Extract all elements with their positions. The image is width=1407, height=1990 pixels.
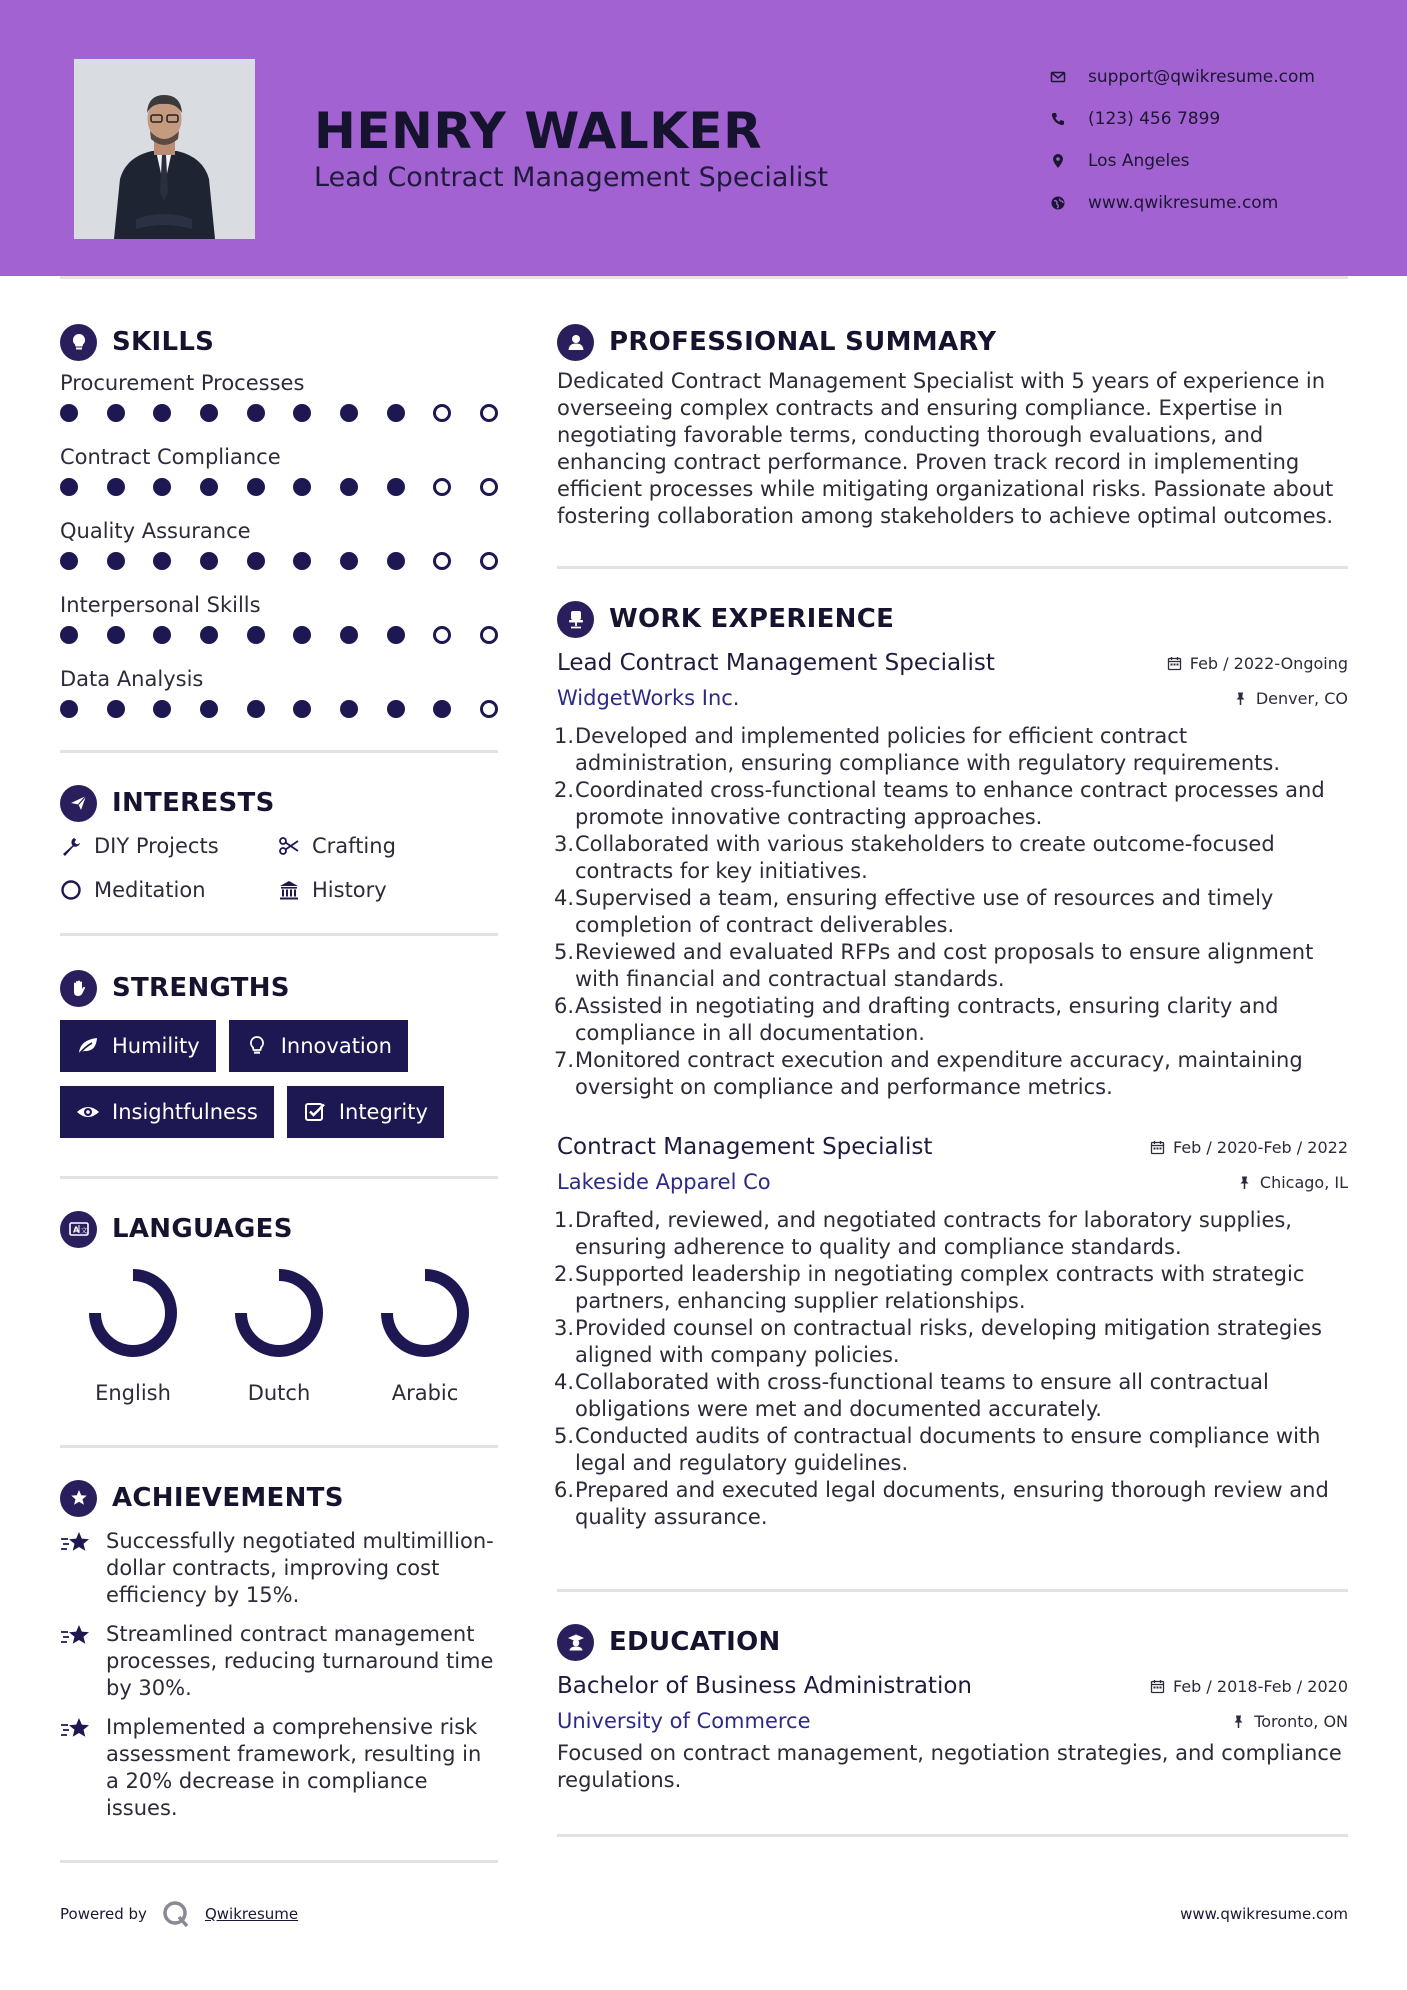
job-title: Lead Contract Management Specialist bbox=[557, 650, 995, 676]
resume-header bbox=[0, 0, 1407, 276]
skill-dot-filled bbox=[153, 478, 171, 496]
job-location bbox=[1233, 689, 1348, 708]
language-item bbox=[206, 1263, 352, 1405]
pushpin-icon bbox=[1237, 1175, 1252, 1190]
duty-item: 5. Reviewed and evaluated RFPs and cost proposals to ensure alignment with financial and contractual standards. bbox=[554, 940, 1314, 991]
user-icon bbox=[557, 324, 594, 361]
skill-rating bbox=[60, 472, 498, 516]
footer-powered-by bbox=[60, 1899, 298, 1929]
skill-dot-empty bbox=[480, 552, 498, 570]
phone-icon bbox=[1050, 111, 1066, 127]
skill-dot-filled bbox=[293, 626, 311, 644]
check-square-icon bbox=[303, 1101, 327, 1123]
strength-label: Insightfulness bbox=[112, 1100, 258, 1124]
job-entry bbox=[554, 1129, 1348, 1531]
education-entry bbox=[557, 1668, 1348, 1794]
museum-icon bbox=[278, 879, 300, 901]
strength-label: Integrity bbox=[338, 1100, 428, 1124]
envelope-icon bbox=[1050, 69, 1066, 85]
duty-item: 6. Assisted in negotiating and drafting contracts, ensuring clarity and compliance in all documentation. bbox=[554, 994, 1279, 1045]
achievement-item bbox=[60, 1528, 498, 1609]
education-dates-text: Feb / 2018-Feb / 2020 bbox=[1173, 1676, 1348, 1696]
job-location-text: Denver, CO bbox=[1255, 688, 1348, 708]
languages-title: LANGUAGES bbox=[112, 1214, 293, 1244]
interests-list bbox=[60, 831, 498, 905]
calendar-icon bbox=[1167, 656, 1182, 671]
job-entry bbox=[554, 645, 1348, 1101]
duty-item: 3. Collaborated with various stakeholders to create outcome-focused contracts for key initiatives. bbox=[554, 832, 1275, 883]
leaf-icon bbox=[76, 1035, 100, 1057]
interests-heading bbox=[60, 781, 498, 825]
skill-rating bbox=[60, 398, 498, 442]
skill-dot-filled bbox=[200, 404, 218, 422]
contact-phone[interactable] bbox=[1050, 98, 1315, 140]
strength-badge bbox=[60, 1086, 274, 1138]
interest-item bbox=[278, 831, 498, 861]
duty-text: Drafted, reviewed, and negotiated contracts for laboratory supplies, ensuring adherence to quality and compliance standards. bbox=[575, 1208, 1292, 1259]
skill-dot-filled bbox=[387, 478, 405, 496]
education-heading bbox=[557, 1620, 1348, 1664]
skill-dot-filled bbox=[60, 626, 78, 644]
footer-url[interactable]: www.qwikresume.com bbox=[1180, 1905, 1348, 1923]
job-dates-text: Feb / 2020-Feb / 2022 bbox=[1173, 1137, 1348, 1157]
skill-dot-filled bbox=[107, 626, 125, 644]
section-divider bbox=[557, 1834, 1348, 1837]
skill-dot-filled bbox=[247, 404, 265, 422]
job-dates bbox=[1167, 654, 1348, 673]
language-level-arc bbox=[95, 1275, 171, 1351]
skill-rating bbox=[60, 546, 498, 590]
powered-by-label: Powered by bbox=[60, 1905, 147, 1923]
candidate-name: HENRY WALKER bbox=[314, 102, 763, 160]
duty-text: Conducted audits of contractual documents to ensure compliance with legal and regulatory guidelines. bbox=[575, 1424, 1321, 1475]
duty-text: Collaborated with cross-functional teams to ensure all contractual obligations were met and documented accurately. bbox=[575, 1370, 1269, 1421]
job-duties bbox=[554, 723, 1348, 1101]
language-level-arc bbox=[241, 1275, 317, 1351]
skill-dot-filled bbox=[247, 700, 265, 718]
education-title: EDUCATION bbox=[609, 1627, 781, 1657]
lightbulb-icon bbox=[245, 1035, 269, 1057]
skill-dot-filled bbox=[293, 404, 311, 422]
section-divider bbox=[60, 1176, 498, 1179]
skill-dot-filled bbox=[60, 700, 78, 718]
contact-email[interactable] bbox=[1050, 56, 1315, 98]
contact-email-text: support@qwikresume.com bbox=[1088, 67, 1315, 87]
achievement-text: Successfully negotiated multimillion-dollar contracts, improving cost efficiency by 15%. bbox=[106, 1529, 494, 1607]
language-name: Dutch bbox=[247, 1381, 311, 1405]
contact-list bbox=[1050, 56, 1315, 224]
language-name: Arabic bbox=[391, 1381, 459, 1405]
strength-badge bbox=[287, 1086, 444, 1138]
skill-dot-empty bbox=[433, 478, 451, 496]
duty-item: 5. Conducted audits of contractual documents to ensure compliance with legal and regulatory guidelines. bbox=[554, 1424, 1321, 1475]
degree-title: Bachelor of Business Administration bbox=[557, 1673, 972, 1699]
skill-dot-empty bbox=[480, 626, 498, 644]
skill-dot-filled bbox=[200, 700, 218, 718]
left-column bbox=[60, 320, 498, 1863]
skill-dot-filled bbox=[153, 404, 171, 422]
skill-dot-filled bbox=[387, 700, 405, 718]
skill-dot-filled bbox=[293, 552, 311, 570]
section-divider bbox=[60, 1860, 498, 1863]
summary-text: Dedicated Contract Management Specialist with 5 years of experience in overseeing complex contracts and ensuring compliance. Expertise in negotiating favorable terms, conducting thorough evaluations, and enhancing contract performance. Proven track record in implementing efficient processes while mitigating organizational risks. Passionate about fostering collaboration among stakeholders to achieve optimal outcomes. bbox=[557, 369, 1334, 528]
pushpin-icon bbox=[1231, 1714, 1246, 1729]
skills-list bbox=[60, 368, 498, 738]
language-item bbox=[60, 1263, 206, 1405]
skill-name: Procurement Processes bbox=[60, 371, 305, 395]
achievements-list bbox=[60, 1528, 498, 1822]
achievement-item bbox=[60, 1714, 498, 1822]
skill-rating bbox=[60, 620, 498, 664]
language-level-arc bbox=[387, 1275, 463, 1351]
svg-text:文: 文 bbox=[80, 1226, 87, 1235]
job-duties bbox=[554, 1207, 1348, 1531]
skill-dot-filled bbox=[107, 478, 125, 496]
skill-dot-filled bbox=[340, 404, 358, 422]
map-pin-icon bbox=[1050, 153, 1066, 169]
svg-text:A: A bbox=[72, 1225, 79, 1235]
calendar-icon bbox=[1150, 1140, 1165, 1155]
skill-name: Contract Compliance bbox=[60, 445, 281, 469]
skill-rating bbox=[60, 694, 498, 738]
skill-dot-filled bbox=[107, 552, 125, 570]
language-item bbox=[352, 1263, 498, 1405]
skill-dot-empty bbox=[480, 700, 498, 718]
paper-plane-icon bbox=[60, 785, 97, 822]
contact-location bbox=[1050, 140, 1315, 182]
experience-title: WORK EXPERIENCE bbox=[609, 604, 895, 634]
qwikresume-logo bbox=[161, 1899, 191, 1929]
skill-name: Data Analysis bbox=[60, 667, 204, 691]
candidate-title: Lead Contract Management Specialist bbox=[314, 162, 829, 193]
circle-icon bbox=[60, 879, 82, 901]
achievements-title: ACHIEVEMENTS bbox=[112, 1483, 344, 1513]
right-column bbox=[554, 320, 1348, 1837]
interest-item bbox=[60, 875, 278, 905]
skill-dot-filled bbox=[387, 404, 405, 422]
language-icon bbox=[60, 1211, 97, 1248]
education-dates bbox=[1150, 1677, 1348, 1696]
contact-location-text: Los Angeles bbox=[1088, 151, 1190, 171]
skill-dot-filled bbox=[107, 404, 125, 422]
duty-text: Coordinated cross-functional teams to enhance contract processes and promote innovative contracting approaches. bbox=[575, 778, 1325, 829]
skill-dot-filled bbox=[153, 552, 171, 570]
duty-item: 2. Coordinated cross-functional teams to enhance contract processes and promote innovative contracting approaches. bbox=[554, 778, 1325, 829]
skill-dot-filled bbox=[107, 700, 125, 718]
job-location-text: Chicago, IL bbox=[1259, 1172, 1348, 1192]
achievement-item bbox=[60, 1621, 498, 1702]
wrench-icon bbox=[60, 835, 82, 857]
contact-phone-text: (123) 456 7899 bbox=[1088, 109, 1221, 129]
language-name: English bbox=[95, 1381, 171, 1405]
calendar-icon bbox=[1150, 1679, 1165, 1694]
skill-dot-empty bbox=[433, 626, 451, 644]
duty-text: Developed and implemented policies for efficient contract administration, ensuring compliance with regulatory requirements. bbox=[575, 724, 1280, 775]
job-dates-text: Feb / 2022-Ongoing bbox=[1189, 653, 1348, 673]
language-gauge bbox=[229, 1263, 329, 1363]
strength-label: Innovation bbox=[280, 1034, 392, 1058]
skill-dot-filled bbox=[293, 700, 311, 718]
skill-dot-filled bbox=[387, 626, 405, 644]
star-icon bbox=[60, 1716, 92, 1742]
contact-website[interactable] bbox=[1050, 182, 1315, 224]
duty-item: 4. Collaborated with cross-functional teams to ensure all contractual obligations were met and documented accurately. bbox=[554, 1370, 1269, 1421]
achievement-text: Implemented a comprehensive risk assessment framework, resulting in a 20% decrease in compliance issues. bbox=[106, 1715, 482, 1820]
skill-dot-empty bbox=[480, 404, 498, 422]
interests-title: INTERESTS bbox=[112, 788, 275, 818]
experience-heading bbox=[557, 597, 1348, 641]
skill-dot-filled bbox=[200, 626, 218, 644]
language-gauge bbox=[83, 1263, 183, 1363]
skill-dot-empty bbox=[433, 404, 451, 422]
job-title: Contract Management Specialist bbox=[557, 1134, 933, 1160]
strength-label: Humility bbox=[112, 1034, 200, 1058]
job-location bbox=[1237, 1173, 1348, 1192]
skill-dot-filled bbox=[340, 626, 358, 644]
skill-dot-filled bbox=[60, 478, 78, 496]
star-badge-icon bbox=[60, 1480, 97, 1517]
skill-dot-filled bbox=[247, 626, 265, 644]
header-divider bbox=[60, 276, 1348, 279]
skill-dot-filled bbox=[153, 700, 171, 718]
interest-item bbox=[278, 875, 498, 905]
duty-text: Collaborated with various stakeholders to create outcome-focused contracts for key initiatives. bbox=[575, 832, 1275, 883]
achievements-heading bbox=[60, 1476, 498, 1520]
interest-item bbox=[60, 831, 278, 861]
duty-text: Provided counsel on contractual risks, developing mitigation strategies aligned with company policies. bbox=[575, 1316, 1322, 1367]
star-icon bbox=[60, 1623, 92, 1649]
duty-item: 6. Prepared and executed legal documents, ensuring thorough review and quality assurance. bbox=[554, 1478, 1329, 1529]
duty-item: 2. Supported leadership in negotiating complex contracts with strategic partners, enhancing supplier relationships. bbox=[554, 1262, 1305, 1313]
language-gauge bbox=[375, 1263, 475, 1363]
job-dates bbox=[1150, 1138, 1348, 1157]
duty-text: Supervised a team, ensuring effective use of resources and timely completion of contract deliverables. bbox=[575, 886, 1274, 937]
scissors-icon bbox=[278, 835, 300, 857]
pushpin-icon bbox=[1233, 691, 1248, 706]
office-chair-icon bbox=[557, 601, 594, 638]
strengths-heading bbox=[60, 966, 498, 1010]
interest-label: DIY Projects bbox=[94, 834, 219, 858]
skill-dot-filled bbox=[247, 478, 265, 496]
languages-list bbox=[60, 1263, 498, 1405]
skill-name: Interpersonal Skills bbox=[60, 593, 261, 617]
duty-text: Prepared and executed legal documents, ensuring thorough review and quality assurance. bbox=[575, 1478, 1329, 1529]
skill-dot-filled bbox=[153, 626, 171, 644]
education-location-text: Toronto, ON bbox=[1254, 1711, 1348, 1731]
section-divider bbox=[60, 1445, 498, 1448]
skill-name: Quality Assurance bbox=[60, 519, 251, 543]
skill-dot-filled bbox=[340, 552, 358, 570]
skill-dot-filled bbox=[340, 478, 358, 496]
summary-title: PROFESSIONAL SUMMARY bbox=[609, 327, 997, 357]
section-divider bbox=[557, 566, 1348, 569]
contact-website-text: www.qwikresume.com bbox=[1088, 193, 1279, 213]
section-divider bbox=[557, 1589, 1348, 1592]
section-divider bbox=[60, 750, 498, 753]
summary-heading bbox=[557, 320, 1348, 364]
eye-icon bbox=[76, 1101, 100, 1123]
skill-dot-filled bbox=[60, 552, 78, 570]
strengths-list bbox=[60, 1020, 498, 1138]
skill-dot-filled bbox=[200, 552, 218, 570]
duty-item: 3. Provided counsel on contractual risks, developing mitigation strategies aligned with company policies. bbox=[554, 1316, 1322, 1367]
globe-icon bbox=[1050, 195, 1066, 211]
interest-label: Meditation bbox=[94, 878, 206, 902]
lightbulb-icon bbox=[60, 324, 97, 361]
duty-item: 1. Developed and implemented policies for efficient contract administration, ensuring compliance with regulatory requirements. bbox=[554, 724, 1280, 775]
school-name: University of Commerce bbox=[557, 1709, 811, 1733]
skill-dot-filled bbox=[200, 478, 218, 496]
skill-dot-filled bbox=[293, 478, 311, 496]
skill-dot-filled bbox=[433, 700, 451, 718]
duty-item: 4. Supervised a team, ensuring effective use of resources and timely completion of contract deliverables. bbox=[554, 886, 1274, 937]
skill-dot-filled bbox=[60, 404, 78, 422]
job-company: WidgetWorks Inc. bbox=[557, 686, 740, 710]
skill-dot-filled bbox=[387, 552, 405, 570]
strength-badge bbox=[60, 1020, 216, 1072]
skills-heading bbox=[60, 320, 498, 364]
languages-heading bbox=[60, 1207, 498, 1251]
job-company: Lakeside Apparel Co bbox=[557, 1170, 771, 1194]
achievement-text: Streamlined contract management processes, reducing turnaround time by 30%. bbox=[106, 1622, 494, 1700]
education-description: Focused on contract management, negotiation strategies, and compliance regulations. bbox=[557, 1741, 1342, 1792]
skill-dot-filled bbox=[340, 700, 358, 718]
duty-text: Reviewed and evaluated RFPs and cost proposals to ensure alignment with financial and contractual standards. bbox=[575, 940, 1314, 991]
graduate-icon bbox=[557, 1624, 594, 1661]
section-divider bbox=[60, 933, 498, 936]
skills-title: SKILLS bbox=[112, 327, 215, 357]
strength-badge bbox=[229, 1020, 408, 1072]
duty-text: Monitored contract execution and expenditure accuracy, maintaining oversight on compliance and performance metrics. bbox=[575, 1048, 1303, 1099]
profile-photo bbox=[74, 59, 255, 239]
strengths-title: STRENGTHS bbox=[112, 973, 290, 1003]
duty-text: Supported leadership in negotiating complex contracts with strategic partners, enhancing supplier relationships. bbox=[575, 1262, 1305, 1313]
star-icon bbox=[60, 1530, 92, 1556]
brand-link[interactable]: Qwikresume bbox=[204, 1905, 299, 1923]
raised-hand-icon bbox=[60, 970, 97, 1007]
duty-item: 7. Monitored contract execution and expenditure accuracy, maintaining oversight on compliance and performance metrics. bbox=[554, 1048, 1303, 1099]
interest-label: Crafting bbox=[312, 834, 396, 858]
skill-dot-empty bbox=[480, 478, 498, 496]
skill-dot-empty bbox=[433, 552, 451, 570]
education-location bbox=[1231, 1712, 1348, 1731]
duty-text: Assisted in negotiating and drafting contracts, ensuring clarity and compliance in all documentation. bbox=[575, 994, 1279, 1045]
skill-dot-filled bbox=[247, 552, 265, 570]
duty-item: 1. Drafted, reviewed, and negotiated contracts for laboratory supplies, ensuring adherence to quality and compliance standards. bbox=[554, 1208, 1292, 1259]
interest-label: History bbox=[312, 878, 387, 902]
